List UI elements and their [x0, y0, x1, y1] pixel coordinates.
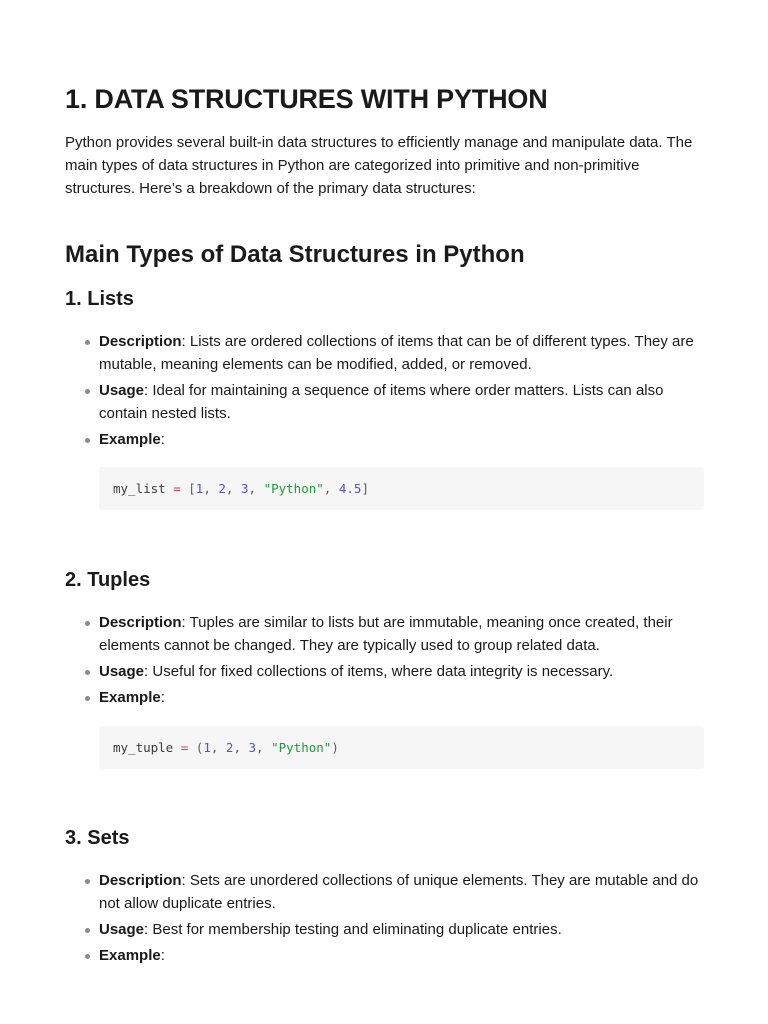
code-number: 1: [195, 481, 204, 496]
code-bracket: ]: [361, 481, 369, 496]
code-block-tuple[interactable]: [99, 726, 704, 769]
description-label: Description: [99, 872, 182, 889]
code-separator: ,: [256, 740, 272, 755]
sets-bullets: [65, 869, 705, 970]
example-suffix: :: [160, 689, 165, 706]
list-item: [65, 944, 705, 967]
code-number: 2: [218, 481, 226, 496]
code-number: 2: [225, 740, 234, 755]
description-text: : Sets are unordered collections of unique elements. They are mutable and do not allow duplicate entries.: [99, 872, 699, 912]
list-item: [65, 611, 705, 657]
tuples-bullets: [65, 611, 705, 712]
code-separator: ,: [323, 481, 339, 496]
code-bracket: (: [195, 740, 204, 755]
example-suffix: :: [160, 431, 165, 448]
usage-text: : Best for membership testing and eliminating duplicate entries.: [144, 921, 562, 938]
code-separator: ,: [210, 740, 226, 755]
sets-heading: 3. Sets: [65, 827, 130, 849]
code-variable: my_tuple: [113, 740, 174, 755]
description-text: : Lists are ordered collections of items that can be of different types. They are mutable, meaning elements can be modified, added, or removed.: [99, 333, 694, 373]
code-number: 3: [240, 481, 249, 496]
usage-label: Usage: [99, 382, 145, 399]
section-heading: Main Types of Data Structures in Python: [65, 241, 525, 268]
description-label: Description: [99, 333, 182, 350]
description-text: : Tuples are similar to lists but are immutable, meaning once created, their elements cannot be changed. They are typically used to group related data.: [99, 614, 673, 654]
list-item: [65, 379, 705, 425]
code-variable: my_list: [113, 481, 166, 496]
example-suffix: :: [160, 947, 165, 964]
code-bracket: ): [331, 740, 339, 755]
list-item: [65, 686, 705, 709]
example-label: Example: [99, 689, 161, 706]
code-operator: =: [165, 481, 189, 496]
intro-paragraph: Python provides several built-in data structures to efficiently manage and manipulate data. The main types of data structures in Python are categorized into primitive and non-primitive structures. Here’s a breakdown of the primary data structures:: [65, 134, 693, 197]
usage-text: : Useful for fixed collections of items, where data integrity is necessary.: [144, 663, 614, 680]
tuples-heading: 2. Tuples: [65, 569, 151, 591]
code-separator: ,: [233, 740, 249, 755]
list-item: [65, 918, 705, 941]
list-item: [65, 330, 705, 376]
code-separator: ,: [248, 481, 264, 496]
description-label: Description: [99, 614, 182, 631]
lists-heading: 1. Lists: [65, 288, 134, 310]
usage-label: Usage: [99, 663, 145, 680]
code-number: 3: [248, 740, 257, 755]
code-bracket: [: [188, 481, 196, 496]
code-separator: ,: [203, 481, 219, 496]
code-string: "Python": [271, 740, 332, 755]
list-item: [65, 869, 705, 915]
code-string: "Python": [263, 481, 324, 496]
lists-bullets: [65, 330, 705, 454]
example-label: Example: [99, 431, 161, 448]
code-number: 4.5: [338, 481, 362, 496]
code-separator: ,: [225, 481, 241, 496]
list-item: [65, 428, 705, 451]
usage-label: Usage: [99, 921, 145, 938]
usage-text: : Ideal for maintaining a sequence of items where order matters. Lists can also contain nested lists.: [99, 382, 664, 422]
list-item: [65, 660, 705, 683]
code-block-list[interactable]: [99, 467, 704, 510]
code-number: 1: [203, 740, 211, 755]
page-title: 1. DATA STRUCTURES WITH PYTHON: [65, 84, 548, 114]
code-operator: =: [173, 740, 196, 755]
example-label: Example: [99, 947, 161, 964]
